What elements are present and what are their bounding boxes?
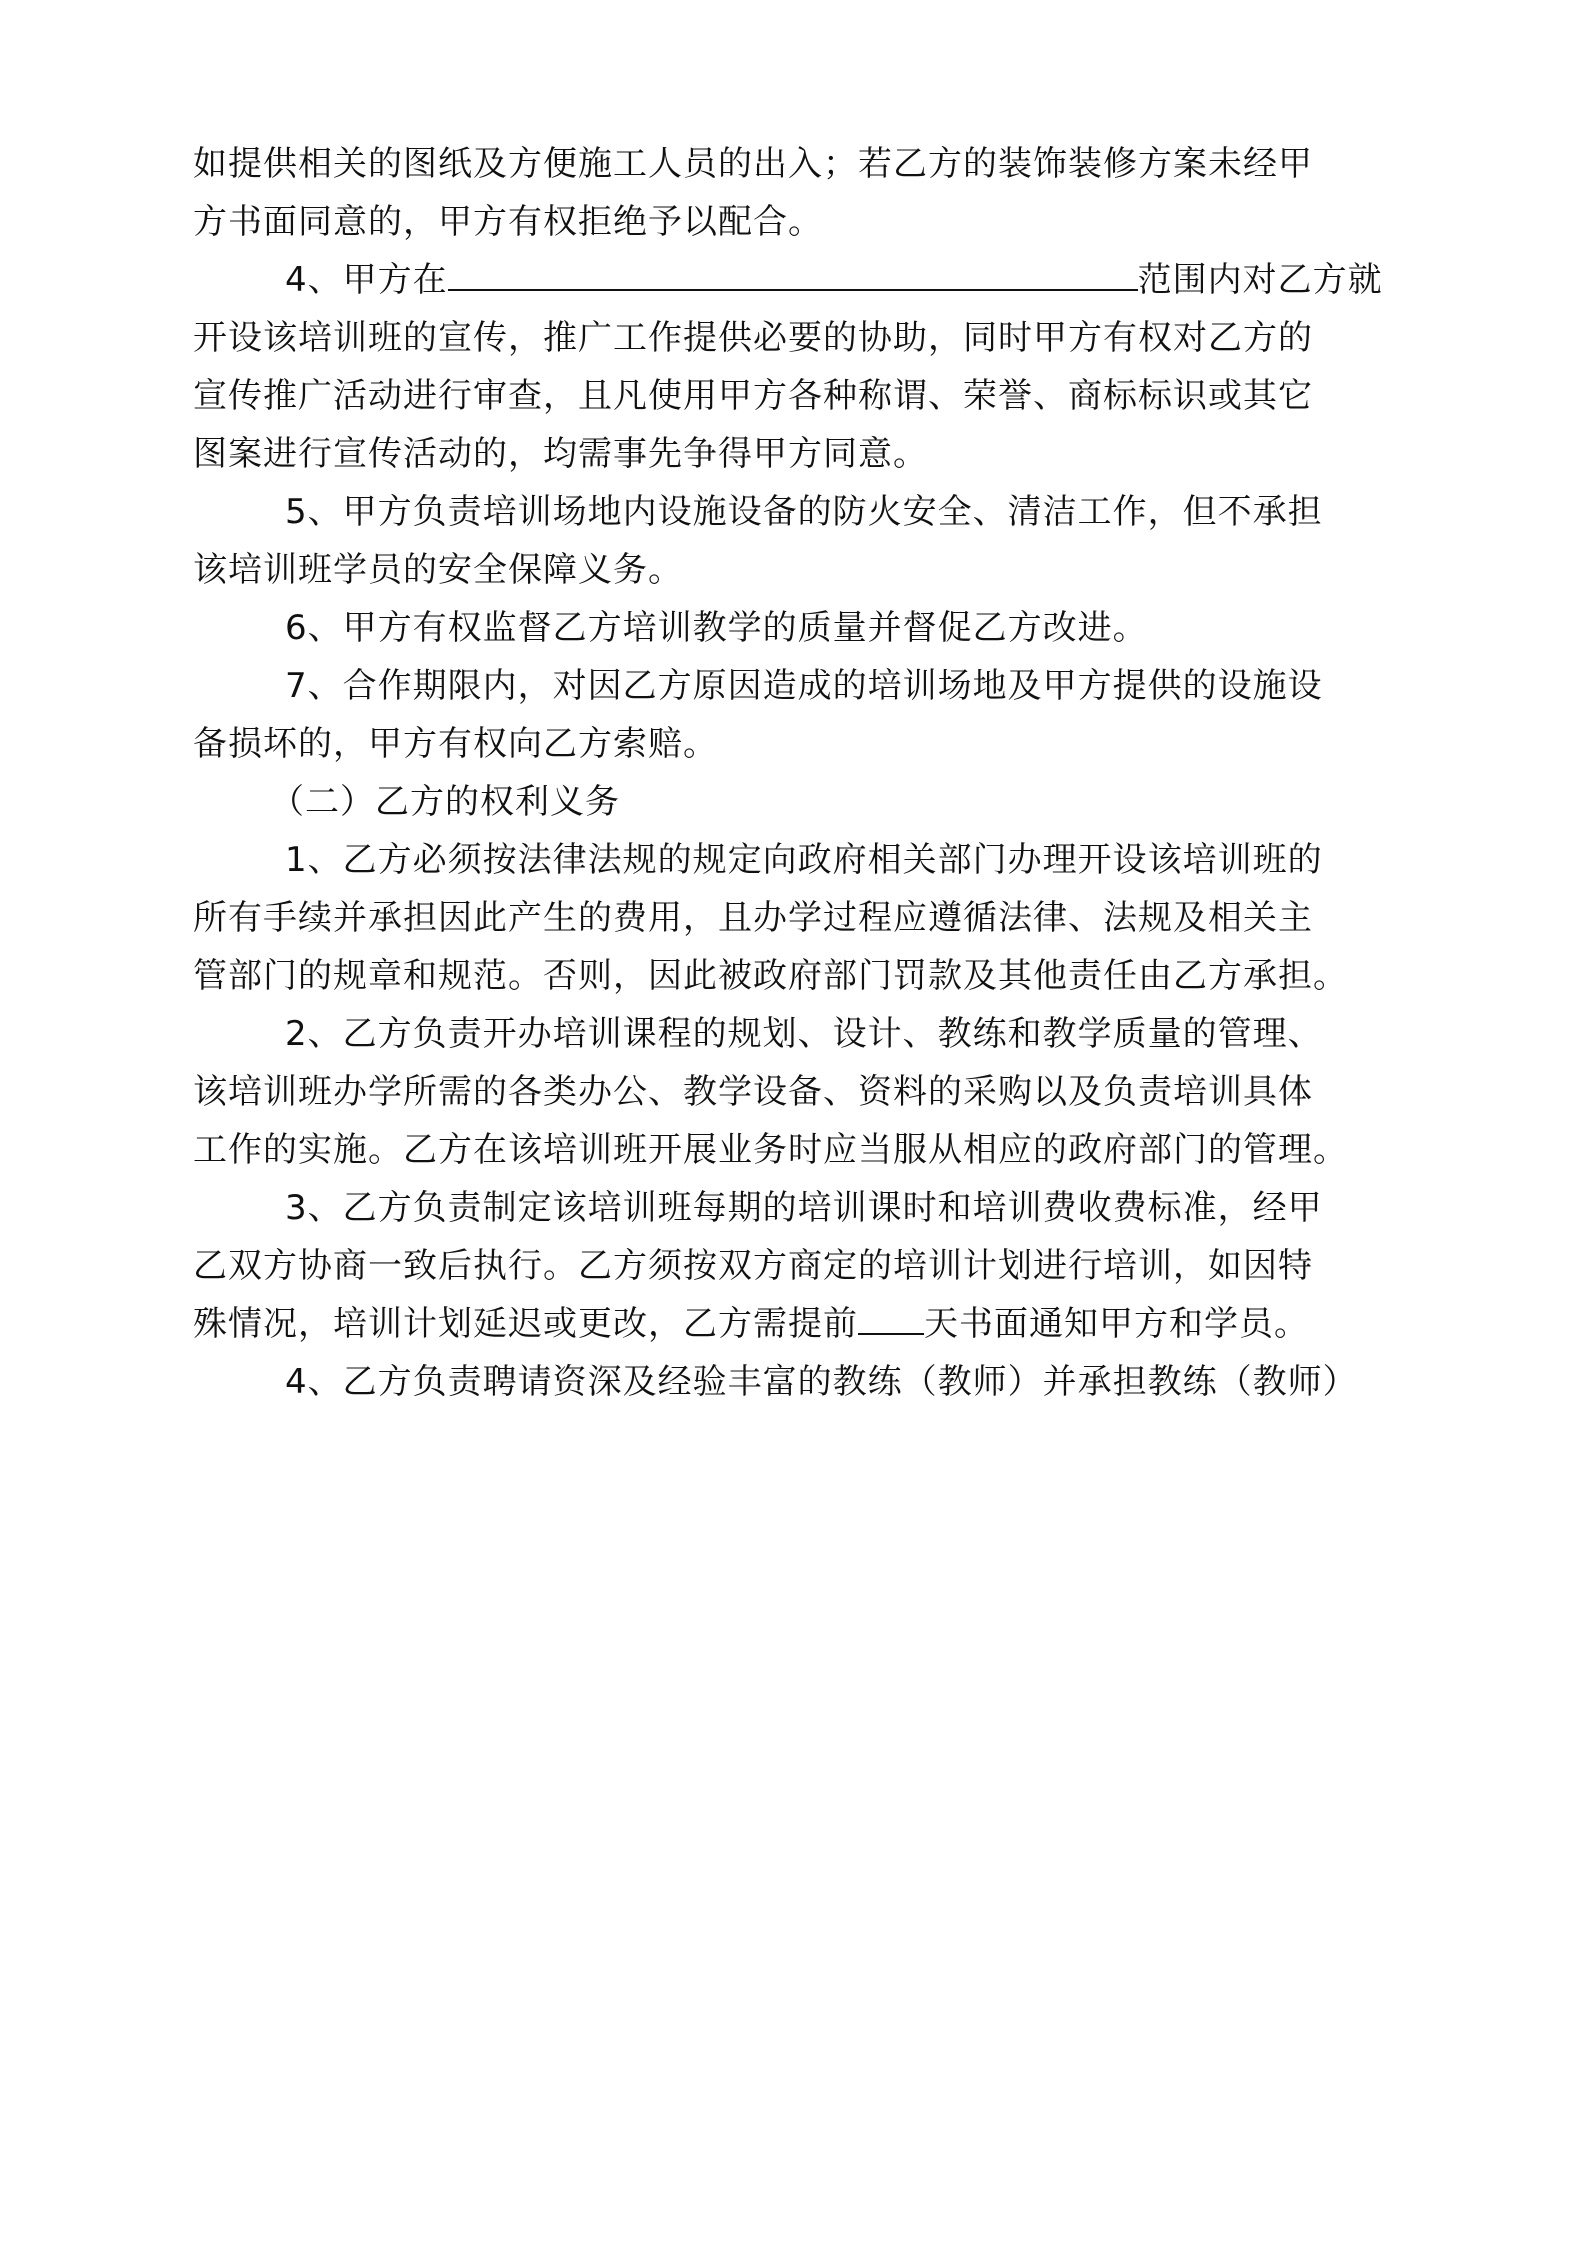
fill-in-blank [858, 1303, 924, 1335]
text-line: 宣传推广活动进行审查，且凡使用甲方各种称谓、荣誉、商标标识或其它 [193, 376, 1313, 416]
text-fragment: 殊情况，培训计划延迟或更改，乙方需提前 [193, 1304, 858, 1344]
text-line: 备损坏的，甲方有权向乙方索赔。 [193, 724, 718, 764]
text-line: 管部门的规章和规范。否则，因此被政府部门罚款及其他责任由乙方承担。 [193, 956, 1348, 996]
text-line: 该培训班办学所需的各类办公、教学设备、资料的采购以及负责培训具体 [193, 1072, 1313, 1112]
text-fragment: 4、甲方在 [285, 260, 448, 300]
text-line: 乙双方协商一致后执行。乙方须按双方商定的培训计划进行培训，如因特 [193, 1246, 1313, 1286]
text-line [193, 1302, 1309, 1346]
fill-in-blank [448, 259, 1138, 291]
text-line: 5、甲方负责培训场地内设施设备的防火安全、清洁工作，但不承担 [285, 492, 1323, 532]
text-line: 工作的实施。乙方在该培训班开展业务时应当服从相应的政府部门的管理。 [193, 1130, 1348, 1170]
text-line: 7、合作期限内，对因乙方原因造成的培训场地及甲方提供的设施设 [285, 666, 1323, 706]
text-line [285, 258, 1383, 302]
text-line: 所有手续并承担因此产生的费用，且办学过程应遵循法律、法规及相关主 [193, 898, 1313, 938]
text-line: 4、乙方负责聘请资深及经验丰富的教练（教师）并承担教练（教师） [285, 1362, 1358, 1402]
text-line: 方书面同意的，甲方有权拒绝予以配合。 [193, 202, 823, 242]
section-heading: （二）乙方的权利义务 [270, 782, 620, 822]
text-fragment: 天书面通知甲方和学员。 [924, 1304, 1309, 1344]
text-line: 如提供相关的图纸及方便施工人员的出入；若乙方的装饰装修方案未经甲 [193, 144, 1313, 184]
text-line: 6、甲方有权监督乙方培训教学的质量并督促乙方改进。 [285, 608, 1148, 648]
text-line: 1、乙方必须按法律法规的规定向政府相关部门办理开设该培训班的 [285, 840, 1323, 880]
text-fragment: 范围内对乙方就 [1137, 260, 1383, 300]
text-line: 图案进行宣传活动的，均需事先争得甲方同意。 [193, 434, 928, 474]
text-line: 3、乙方负责制定该培训班每期的培训课时和培训费收费标准，经甲 [285, 1188, 1323, 1228]
text-line: 2、乙方负责开办培训课程的规划、设计、教练和教学质量的管理、 [285, 1014, 1323, 1054]
text-line: 该培训班学员的安全保障义务。 [193, 550, 683, 590]
text-line: 开设该培训班的宣传，推广工作提供必要的协助，同时甲方有权对乙方的 [193, 318, 1313, 358]
